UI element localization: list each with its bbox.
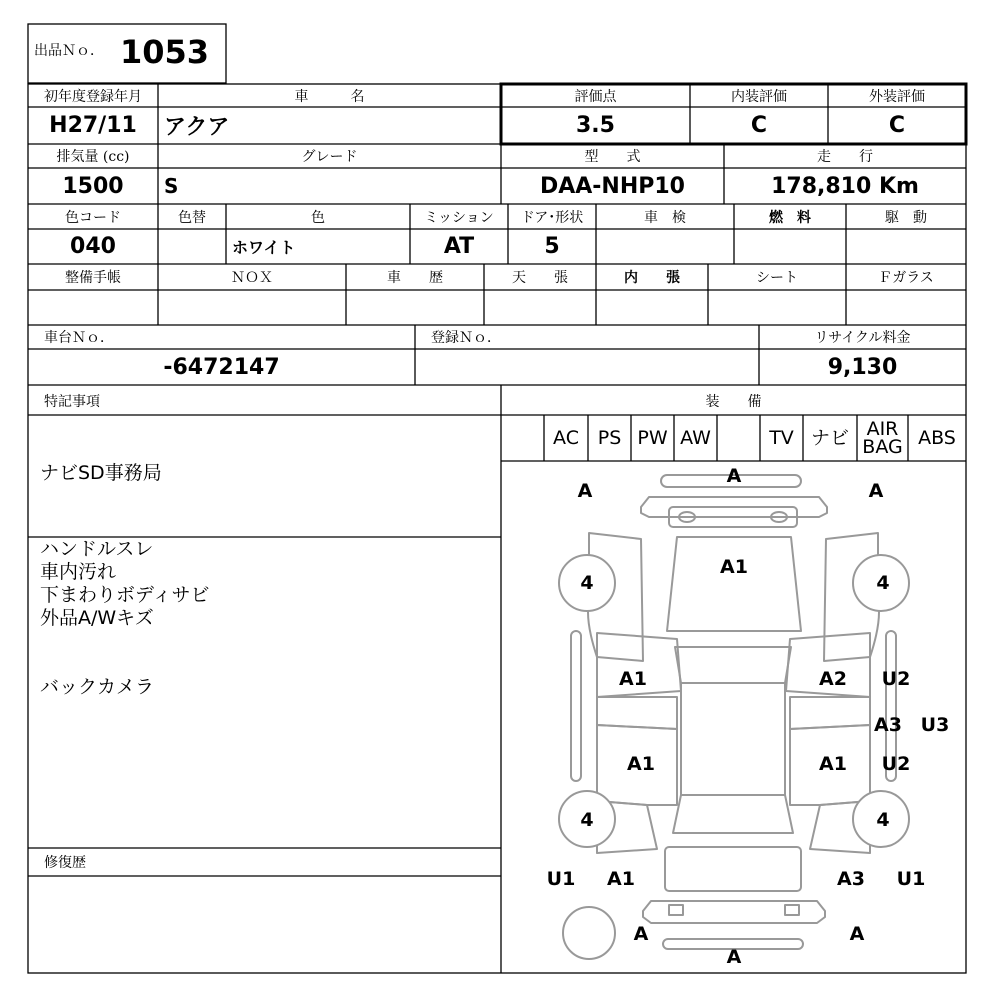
notes-title: 特記事項 [44,394,100,410]
color-change-label: 色替 [178,209,206,226]
note-line: バックカメラ [40,676,155,698]
fuel-label: 燃 料 [769,209,811,226]
notes-section-2 [40,538,209,699]
interior-value: C [750,113,768,138]
damage-mark: A3 [837,868,865,890]
model-label: 型 式 [584,149,641,165]
registration-value [415,349,759,385]
first-reg-value: H27/11 [49,113,137,138]
equipment-item: PW [637,427,668,449]
damage-mark: A [726,465,742,487]
mission-label: ミッション [424,209,494,226]
inspection-value [596,229,734,264]
score-label: 評価点 [574,88,617,105]
car-name-label: 車 名 [294,88,365,105]
notes-section-1: ナビSD事務局 [40,462,162,484]
equipment-item: AIR BAG [862,418,903,458]
inspection-label: 車 検 [644,209,686,226]
damage-mark: U1 [896,868,926,890]
equipment-item [717,415,760,461]
exterior-label: 外装評価 [869,88,925,105]
door-value: 5 [544,234,560,259]
damage-mark: A [633,923,649,945]
color-change-value [158,229,226,264]
car-name-value: アクア [164,115,230,140]
chassis-value: -6472147 [163,354,280,380]
note-line: 外品A/Wキズ [40,607,154,629]
roof-lining-label: 天 張 [512,270,568,286]
tire-rear-left: 4 [580,809,594,831]
color-code-label: 色コード [65,209,121,226]
grade-value: S [164,174,179,198]
damage-mark: U2 [881,668,911,690]
tire-front-left: 4 [580,572,594,594]
front-glass-label: Ｆガラス [878,270,934,286]
damage-mark: A1 [607,868,635,890]
fuel-value [734,229,846,264]
note-line [40,630,209,653]
nox-label: ＮＯＸ [231,270,273,286]
equipment-item [501,415,544,461]
interior-label: 内装評価 [731,88,787,105]
tire-front-right: 4 [876,572,890,594]
mission-value: AT [443,234,475,259]
tire-rear-right: 4 [876,809,890,831]
damage-mark: A [868,480,884,502]
equipment-item: ABS [918,427,956,449]
inner-lining-label: 内 張 [624,270,680,286]
repair-history-title: 修復歴 [44,855,86,871]
equipment-item: PS [597,427,622,449]
equipment-item: AW [680,427,711,449]
score-value: 3.5 [576,113,615,138]
damage-mark: U3 [920,714,950,736]
model-value: DAA-NHP10 [539,173,685,199]
drive-value [846,229,966,264]
displacement-label: 排気量 (cc) [56,149,130,165]
note-line: 車内汚れ [40,561,117,583]
damage-mark: A1 [819,753,847,775]
equipment-item: ナビ [810,427,849,449]
equipment-item: AC [553,427,579,449]
damage-mark: U1 [546,868,576,890]
lot-label: 出品Ｎｏ． [34,43,104,59]
color-code-value: 040 [70,234,116,259]
recycle-fee-label: リサイクル料金 [814,330,911,346]
color-label: 色 [311,209,325,226]
damage-mark: A2 [819,668,847,690]
note-line: 下まわりボディサビ [40,584,210,606]
equipment-item: TV [769,427,794,449]
grade-label: グレード [301,149,358,165]
recycle-fee-value: 9,130 [827,354,898,380]
note-line [40,653,209,676]
service-book-label: 整備手帳 [65,270,121,286]
mileage-value: 178,810 Km [771,173,919,199]
damage-mark: A1 [627,753,655,775]
seat-label: シート [756,270,798,286]
damage-mark: A [577,480,593,502]
damage-mark: A [726,946,742,968]
chassis-label: 車台Ｎｏ． [44,330,114,346]
damage-mark: A [849,923,865,945]
damage-mark: A1 [720,556,748,578]
lot-number: 1053 [120,33,210,71]
mileage-label: 走 行 [817,149,873,165]
damage-mark: A3 [874,714,902,736]
equipment-title: 装 備 [705,394,762,410]
car-history-label: 車 歴 [387,270,443,286]
displacement-value: 1500 [62,173,124,199]
color-value: ホワイト [232,238,296,257]
first-reg-label: 初年度登録年月 [44,88,142,105]
exterior-value: C [888,113,906,138]
note-line: ハンドルスレ [40,538,154,560]
registration-label: 登録Ｎｏ． [431,330,501,346]
damage-mark: A1 [619,668,647,690]
door-label: ドア･形状 [520,209,584,226]
drive-label: 駆 動 [885,209,927,226]
damage-mark: U2 [881,753,911,775]
